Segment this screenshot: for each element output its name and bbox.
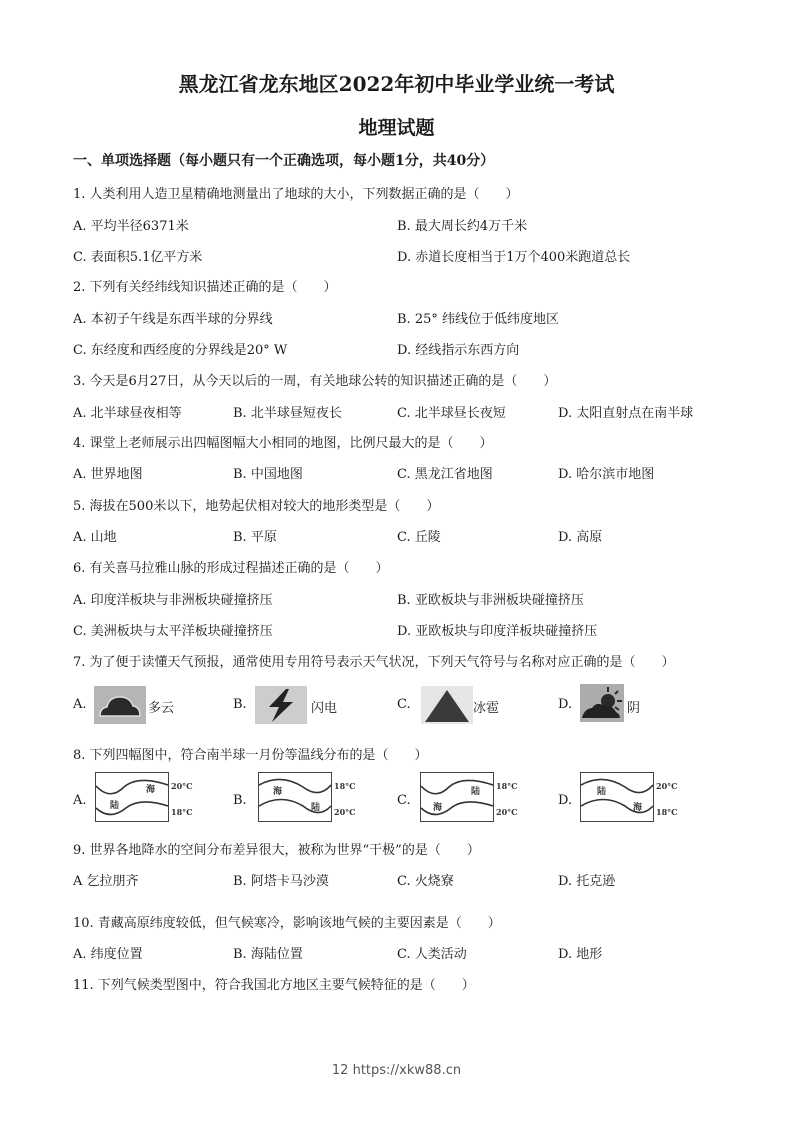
question-7-option-a-label: 多云 [148,701,175,716]
map-c-upper-region: 陆 [471,787,481,797]
question-7-option-d-letter: D. [558,697,573,712]
isotherm-map-c [420,772,494,822]
question-5-option-b: B. 平原 [233,530,277,545]
triangle-hail-icon [421,686,473,724]
map-d-upper-isotherm: 20°C [656,781,678,791]
question-5-option-c: C. 丘陵 [397,530,441,545]
exam-title: 黑龙江省龙东地区2022年初中毕业学业统一考试 [178,72,615,96]
question-6-option-c: C. 美洲板块与太平洋板块碰撞挤压 [73,624,273,639]
exam-subtitle: 地理试题 [358,117,435,139]
question-4-option-a: A. 世界地图 [73,467,143,482]
question-2-stem: 2. 下列有关经纬线知识描述正确的是（ ） [73,280,337,295]
question-4-stem: 4. 课堂上老师展示出四幅图幅大小相同的地图，比例尺最大的是（ ） [73,436,493,451]
sun-behind-cloud-icon [580,684,624,722]
question-5-stem: 5. 海拔在500米以下，地势起伏相对较大的地形类型是（ ） [73,499,440,514]
question-9-option-a: A 乞拉朋齐 [73,874,139,889]
map-d-lower-region: 海 [633,803,643,813]
question-4-option-c: C. 黑龙江省地图 [397,467,493,482]
map-c-upper-isotherm: 18°C [496,781,518,791]
question-9-option-d: D. 托克逊 [558,874,616,889]
map-d-lower-isotherm: 18°C [656,807,678,817]
question-5-option-d: D. 高原 [558,530,603,545]
question-7-option-c-letter: C. [397,697,411,712]
lightning-icon [255,686,307,724]
map-b-upper-isotherm: 18°C [334,781,356,791]
map-a-upper-region: 海 [146,785,156,795]
question-9-option-b: B. 阿塔卡马沙漠 [233,874,329,889]
question-4-option-d: D. 哈尔滨市地图 [558,467,655,482]
isotherm-map-b [258,772,332,822]
map-c-lower-region: 海 [433,803,443,813]
map-a-lower-region: 陆 [110,801,120,811]
map-d-upper-region: 陆 [597,787,607,797]
map-c-lower-isotherm: 20°C [496,807,518,817]
map-a-lower-isotherm: 18°C [171,807,193,817]
question-5-option-a: A. 山地 [73,530,117,545]
question-8-option-d-letter: D. [558,793,573,808]
section-heading: 一、单项选择题（每小题只有一个正确选项，每小题1分，共40分） [73,153,495,169]
question-8-stem: 8. 下列四幅图中，符合南半球一月份等温线分布的是（ ） [73,748,428,763]
question-2-option-c: C. 东经度和西经度的分界线是20° W [73,343,288,358]
question-1-stem: 1. 人类利用人造卫星精确地测量出了地球的大小，下列数据正确的是（ ） [73,187,519,202]
question-10-option-d: D. 地形 [558,947,603,962]
question-3-option-b: B. 北半球昼短夜长 [233,406,342,421]
cloud-icon [94,686,146,724]
question-4-option-b: B. 中国地图 [233,467,303,482]
question-8-option-b-letter: B. [233,793,247,808]
isotherm-map-a [95,772,169,822]
isotherm-map-d [580,772,654,822]
map-b-lower-region: 陆 [311,803,321,813]
question-3-stem: 3. 今天是6月27日，从今天以后的一周，有关地球公转的知识描述正确的是（ ） [73,374,557,389]
question-7-option-c-label: 冰雹 [473,701,500,716]
question-7-option-b-letter: B. [233,697,247,712]
question-10-option-b: B. 海陆位置 [233,947,303,962]
question-7-stem: 7. 为了便于读懂天气预报，通常使用专用符号表示天气状况，下列天气符号与名称对应正确的是（ ） [73,655,675,670]
question-6-stem: 6. 有关喜马拉雅山脉的形成过程描述正确的是（ ） [73,561,389,576]
question-2-option-d: D. 经线指示东西方向 [397,343,520,358]
map-b-upper-region: 海 [273,787,283,797]
question-6-option-d: D. 亚欧板块与印度洋板块碰撞挤压 [397,624,598,639]
question-1-option-b: B. 最大周长约4万千米 [397,219,528,234]
question-6-option-a: A. 印度洋板块与非洲板块碰撞挤压 [73,593,273,608]
question-10-option-a: A. 纬度位置 [73,947,143,962]
question-8-option-c-letter: C. [397,793,411,808]
question-7-option-a-letter: A. [73,697,87,712]
question-2-option-a: A. 本初子午线是东西半球的分界线 [73,312,273,327]
question-2-option-b: B. 25° 纬线位于低纬度地区 [397,312,559,327]
question-9-option-c: C. 火烧寮 [397,874,454,889]
page-footer: 12 https://xkw88.cn [331,1063,462,1078]
question-10-option-c: C. 人类活动 [397,947,467,962]
question-1-option-d: D. 赤道长度相当于1万个400米跑道总长 [397,250,631,265]
question-3-option-d: D. 太阳直射点在南半球 [558,406,694,421]
question-6-option-b: B. 亚欧板块与非洲板块碰撞挤压 [397,593,584,608]
question-1-option-c: C. 表面积5.1亿平方米 [73,250,203,265]
map-b-lower-isotherm: 20°C [334,807,356,817]
question-7-option-b-label: 闪电 [311,701,338,716]
question-3-option-c: C. 北半球昼长夜短 [397,406,506,421]
question-1-option-a: A. 平均半径6371米 [73,219,189,234]
question-10-stem: 10. 青藏高原纬度较低，但气候寒冷，影响该地气候的主要因素是（ ） [73,916,501,931]
question-7-option-d-label: 阴 [627,701,641,716]
question-11-stem: 11. 下列气候类型图中，符合我国北方地区主要气候特征的是（ ） [73,978,475,993]
question-3-option-a: A. 北半球昼夜相等 [73,406,182,421]
question-9-stem: 9. 世界各地降水的空间分布差异很大，被称为世界“干极”的是（ ） [73,843,480,858]
map-a-upper-isotherm: 20°C [171,781,193,791]
question-8-option-a-letter: A. [73,793,87,808]
